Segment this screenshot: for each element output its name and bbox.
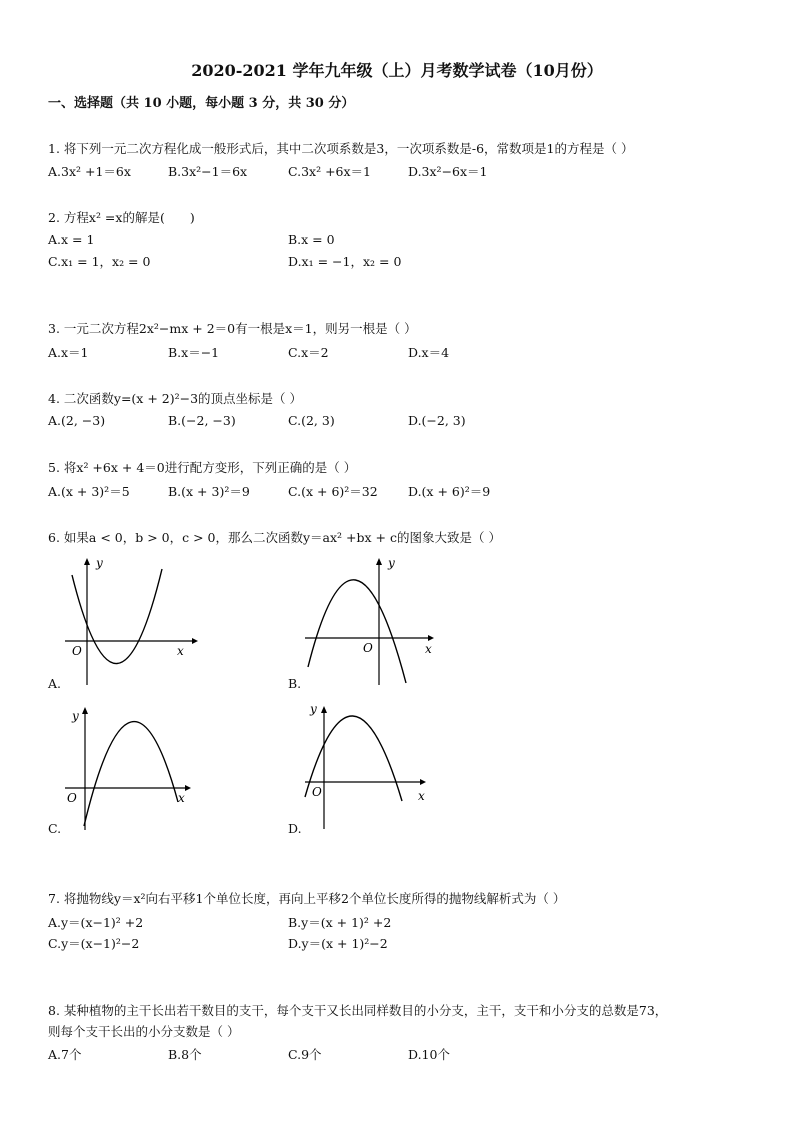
question-2-stem: 2. 方程x² =x的解是( ): [48, 210, 195, 225]
question-7-option-b[interactable]: B.y＝(x + 1)² +2: [288, 915, 392, 930]
graph-d-plot: [300, 697, 440, 832]
graph-a-y-arrow: [84, 558, 90, 565]
graph-d-y-arrow: [321, 706, 327, 713]
question-2-option-d[interactable]: D.x₁ = −1，x₂ = 0: [288, 254, 402, 269]
question-8-option-b[interactable]: B.8个: [168, 1047, 202, 1062]
graph-c-y-arrow: [82, 707, 88, 714]
question-6-option-c[interactable]: C.: [48, 821, 62, 836]
question-5-option-d[interactable]: D.(x + 6)²＝9: [408, 484, 491, 499]
question-4-option-d[interactable]: D.(−2, 3): [408, 413, 466, 428]
question-6-graph-d[interactable]: [300, 697, 440, 832]
graph-b-y-arrow: [376, 558, 382, 565]
question-8-stem-line-1: 8. 某种植物的主干长出若干数目的支干，每个支干又长出同样数目的小分支，主干，支干和小分支的总数是73，: [48, 1003, 668, 1018]
question-5-option-b[interactable]: B.(x + 3)²＝9: [168, 484, 250, 499]
graph-a-plot: [60, 555, 200, 690]
question-7-option-a[interactable]: A.y＝(x−1)² +2: [48, 915, 144, 930]
question-2-option-b[interactable]: B.x = 0: [288, 232, 335, 247]
graph-d-x-label: x: [418, 789, 425, 803]
graph-b-plot: [300, 555, 440, 690]
graph-b-parabola: [308, 580, 406, 683]
question-8-option-d[interactable]: D.10个: [408, 1047, 450, 1062]
question-6-stem: 6. 如果a < 0，b > 0，c > 0，那么二次函数y＝ax² +bx + c的图象大致是（ ）: [48, 530, 501, 545]
question-5-option-c[interactable]: C.(x + 6)²＝32: [288, 484, 378, 499]
question-7-option-c[interactable]: C.y＝(x−1)²−2: [48, 936, 140, 951]
graph-c-plot: [60, 702, 200, 837]
graph-d-y-label: y: [310, 702, 317, 716]
question-1-option-d[interactable]: D.3x²−6x＝1: [408, 164, 488, 179]
question-1-option-b[interactable]: B.3x²−1＝6x: [168, 164, 248, 179]
question-5-option-a[interactable]: A.(x + 3)²＝5: [48, 484, 130, 499]
question-6-option-b[interactable]: B.: [288, 676, 302, 691]
graph-c-parabola: [84, 722, 178, 826]
question-1-stem: 1. 将下列一元二次方程化成一般形式后，其中二次项系数是3，一次项系数是-6，常数项是1的方程是（ ）: [48, 141, 634, 156]
question-7-stem: 7. 将抛物线y＝x²向右平移1个单位长度，再向上平移2个单位长度所得的抛物线解析式为（ ）: [48, 891, 566, 906]
question-7-option-d[interactable]: D.y＝(x + 1)²−2: [288, 936, 388, 951]
graph-c-x-arrow: [185, 785, 191, 791]
question-6-graph-a[interactable]: [60, 555, 200, 690]
question-4-option-c[interactable]: C.(2, 3): [288, 413, 335, 428]
question-4-option-a[interactable]: A.(2, −3): [48, 413, 106, 428]
question-8-option-c[interactable]: C.9个: [288, 1047, 322, 1062]
graph-b-y-label: y: [388, 556, 395, 570]
question-6-option-d[interactable]: D.: [288, 821, 302, 836]
question-6-option-a[interactable]: A.: [48, 676, 62, 691]
question-6-graph-c[interactable]: [60, 702, 200, 837]
question-8-stem-line-2: 则每个支干长出的小分支数是（ ）: [48, 1024, 240, 1039]
graph-a-x-label: x: [177, 644, 184, 658]
section-heading: 一、选择题（共 10 小题，每小题 3 分，共 30 分）: [48, 96, 355, 111]
question-4-option-b[interactable]: B.(−2, −3): [168, 413, 236, 428]
question-5-stem: 5. 将x² +6x + 4＝0进行配方变形，下列正确的是（ ）: [48, 460, 357, 475]
graph-b-x-arrow: [428, 635, 434, 641]
graph-b-x-label: x: [425, 642, 432, 656]
question-3-option-b[interactable]: B.x＝−1: [168, 345, 220, 360]
question-4-stem: 4. 二次函数y=(x + 2)²−3的顶点坐标是（ ）: [48, 391, 303, 406]
question-3-option-c[interactable]: C.x＝2: [288, 345, 329, 360]
question-3-stem: 3. 一元二次方程2x²−mx + 2＝0有一根是x＝1，则另一根是（ ）: [48, 321, 417, 336]
graph-a-parabola: [72, 569, 162, 664]
question-3-option-d[interactable]: D.x＝4: [408, 345, 450, 360]
question-3-option-a[interactable]: A.x＝1: [48, 345, 89, 360]
graph-c-y-label: y: [72, 709, 79, 723]
graph-b-origin-label: O: [363, 641, 373, 655]
question-1-option-c[interactable]: C.3x² +6x＝1: [288, 164, 372, 179]
graph-a-x-arrow: [192, 638, 198, 644]
graph-a-y-label: y: [96, 556, 103, 570]
question-6-graph-b[interactable]: [300, 555, 440, 690]
question-1-option-a[interactable]: A.3x² +1＝6x: [48, 164, 131, 179]
page-title: 2020-2021 学年九年级（上）月考数学试卷（10月份）: [191, 61, 603, 80]
graph-a-origin-label: O: [72, 644, 82, 658]
graph-c-origin-label: O: [67, 791, 77, 805]
graph-c-x-label: x: [178, 791, 185, 805]
graph-d-origin-label: O: [312, 785, 322, 799]
question-8-option-a[interactable]: A.7个: [48, 1047, 82, 1062]
graph-d-x-arrow: [420, 779, 426, 785]
question-2-option-a[interactable]: A.x = 1: [48, 232, 95, 247]
question-2-option-c[interactable]: C.x₁ = 1，x₂ = 0: [48, 254, 151, 269]
